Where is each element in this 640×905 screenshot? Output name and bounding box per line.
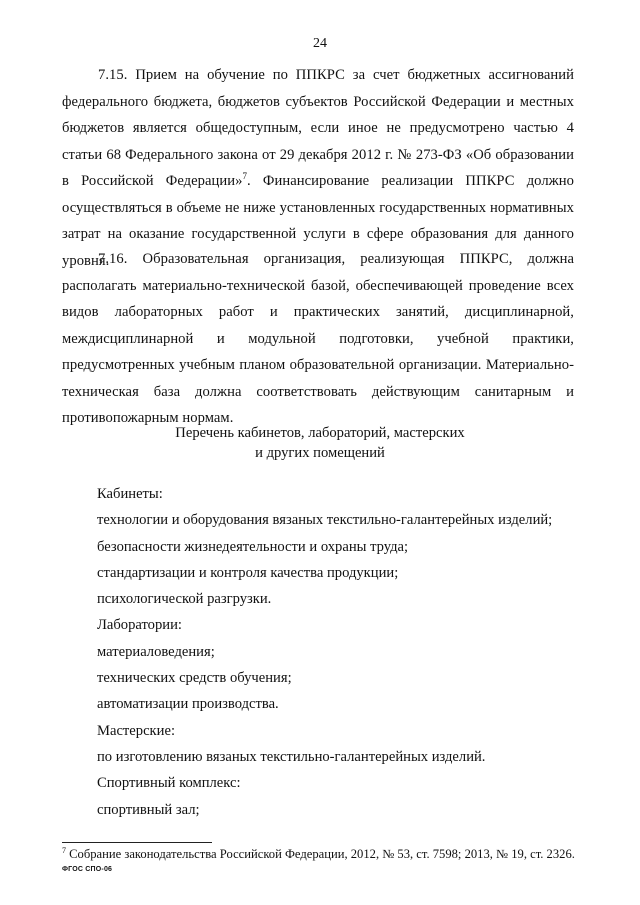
paragraph-7-15-text: 7.15. Прием на обучение по ППКРС за счет бюджетных ассигнований федерального бюджета, бюджетов субъектов Российской Федерации и местных бюджетов является общедоступным, если иное не предусмотрено частью 4 статьи 68 Федерального закона от 29 декабря 2012 г. № 273-ФЗ «Об образовании в Российской Федерации» [62, 67, 574, 189]
paragraph-7-15 [62, 62, 574, 274]
list-item: Спортивный комплекс: [97, 775, 241, 792]
footnote-separator [62, 842, 212, 843]
list-item: технических средств обучения; [97, 670, 292, 687]
premises-list [97, 481, 607, 823]
document-code: ФГОС СПО-06 [62, 866, 113, 873]
list-item: по изготовлению вязаных текстильно-галантерейных изделий. [97, 748, 486, 765]
footnote-text: Собрание законодательства Российской Федерации, 2012, № 53, ст. 7598; 2013, № 19, ст. 2326. [66, 847, 575, 861]
list-item: технологии и оборудования вязаных текстильно-галантерейных изделий; [97, 512, 553, 529]
list-item: автоматизации производства. [97, 696, 279, 713]
list-item: стандартизации и контроля качества продукции; [97, 564, 399, 581]
list-item: психологической разгрузки. [97, 591, 272, 608]
list-item: Мастерские: [97, 722, 175, 739]
paragraph-7-15-continuation: . Финансирование реализации ППКРС должно осуществляться в объеме не ниже установленных государственных нормативных затрат на оказание государственной услуги в сфере образования для данного уровня. [62, 173, 574, 269]
premises-list-heading [0, 423, 640, 463]
list-item: материаловедения; [97, 643, 215, 660]
footnote-mark: 7 [62, 845, 66, 855]
footnote [62, 846, 622, 862]
paragraph-7-16: 7.16. Образовательная организация, реализующая ППКРС, должна располагать материально-технической базой, обеспечивающей проведение всех видов лабораторных работ и практических занятий, дисциплинарной, междисциплинарной и модульной подготовки, учебной практики, предусмотренных учебным планом образовательной организации. Материально-техническая база должна соответствовать действующим санитарным и противопожарным нормам. [62, 251, 574, 426]
list-item: Лаборатории: [97, 617, 182, 634]
list-item: Кабинеты: [97, 486, 163, 502]
list-item: безопасности жизнедеятельности и охраны труда; [97, 538, 409, 555]
footnote-reference: 7 [242, 171, 248, 182]
page-number: 24 [313, 36, 327, 51]
list-item: спортивный зал; [97, 801, 200, 818]
heading-line-1: Перечень кабинетов, лабораторий, мастерских [175, 425, 465, 441]
heading-line-2: и других помещений [255, 445, 385, 461]
